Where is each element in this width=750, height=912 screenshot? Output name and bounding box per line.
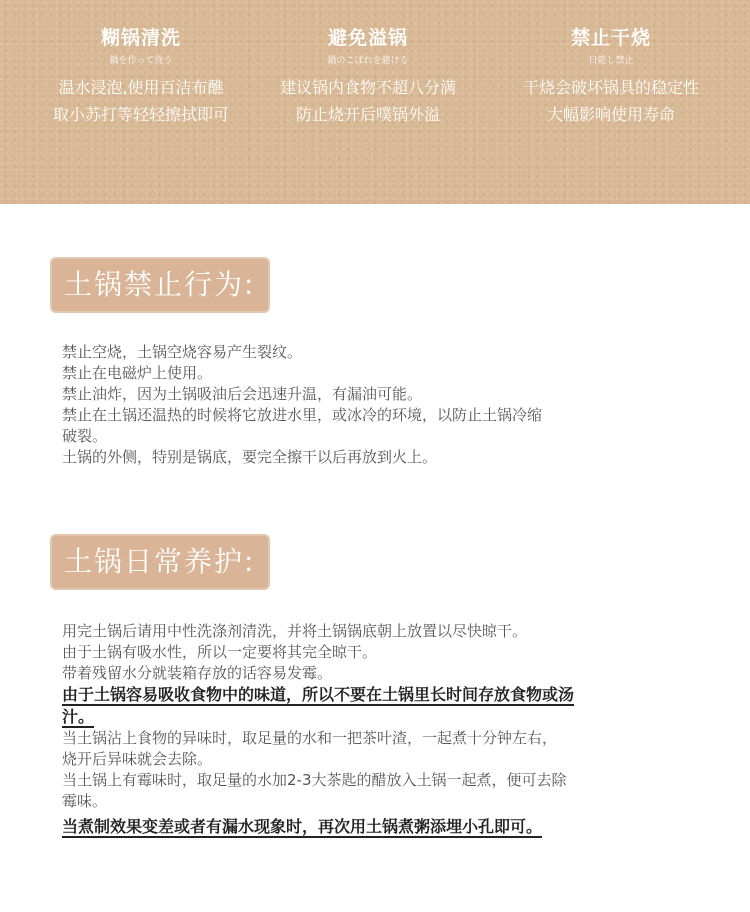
tip-title: 避免溢锅 bbox=[327, 27, 408, 49]
care-item: 烧开后异味就会去除。 bbox=[62, 750, 213, 768]
tip-subtitle: 鍋を作って洗う bbox=[109, 56, 173, 66]
tip-column-overflow bbox=[243, 26, 493, 128]
prohibited-item: 禁止在电磁炉上使用。 bbox=[62, 364, 213, 382]
care-item: 由于土锅有吸水性，所以一定要将其完全晾干。 bbox=[62, 643, 378, 661]
prohibited-item: 禁止油炸，因为土锅吸油后会迅速升温，有漏油可能。 bbox=[62, 385, 423, 403]
tip-subtitle: 鍋のこぼれを避ける bbox=[327, 56, 409, 66]
tip-description bbox=[243, 74, 493, 128]
care-item: 霉味。 bbox=[62, 792, 108, 810]
care-item: 用完土锅后请用中性洗涤剂清洗，并将土锅锅底朝上放置以尽快晾干。 bbox=[62, 622, 528, 640]
tip-line: 取小苏打等轻轻擦拭即可 bbox=[52, 105, 229, 124]
section-heading-prohibited: 土锅禁止行为: bbox=[50, 257, 270, 313]
tip-description bbox=[486, 74, 736, 128]
care-item: 当土锅上有霉味时，取足量的水加2-3大茶匙的醋放入土锅一起煮，便可去除 bbox=[62, 771, 567, 789]
care-emphasis: 汁。 bbox=[62, 707, 95, 726]
tip-line: 干烧会破坏锅具的稳定性 bbox=[522, 78, 699, 97]
care-item: 当土锅沾上食物的异味时，取足量的水和一把茶叶渣，一起煮十分钟左右， bbox=[62, 729, 558, 747]
tips-banner bbox=[0, 0, 750, 204]
prohibited-item: 土锅的外侧，特别是锅底，要完全擦干以后再放到火上。 bbox=[62, 448, 438, 466]
tip-line: 大幅影响使用寿命 bbox=[546, 105, 675, 124]
tip-title: 禁止干烧 bbox=[570, 27, 651, 49]
tip-line: 建议锅内食物不超八分满 bbox=[279, 78, 456, 97]
prohibited-item: 禁止在土锅还温热的时候将它放进水里，或冰冷的环境，以防止土锅冷缩 bbox=[62, 406, 543, 424]
care-emphasis: 当煮制效果变差或者有漏水现象时，再次用土锅煮粥添埋小孔即可。 bbox=[62, 817, 543, 836]
tip-column-clean bbox=[16, 26, 266, 128]
care-item: 带着残留水分就装箱存放的话容易发霉。 bbox=[62, 664, 333, 682]
tip-line: 防止烧开后噗锅外溢 bbox=[295, 105, 440, 124]
prohibited-list bbox=[62, 342, 712, 468]
tip-subtitle: 日乾し禁止 bbox=[588, 56, 634, 66]
prohibited-item: 破裂。 bbox=[62, 427, 108, 445]
tip-description bbox=[16, 74, 266, 128]
section-heading-care: 土锅日常养护: bbox=[50, 534, 270, 590]
prohibited-item: 禁止空烧，土锅空烧容易产生裂纹。 bbox=[62, 343, 303, 361]
tip-title: 糊锅清洗 bbox=[100, 27, 181, 49]
tip-column-dry-heat bbox=[486, 26, 736, 128]
tip-line: 温水浸泡,使用百洁布醮 bbox=[58, 78, 224, 97]
care-list bbox=[62, 621, 712, 838]
care-emphasis: 由于土锅容易吸收食物中的味道，所以不要在土锅里长时间存放食物或汤 bbox=[62, 685, 575, 704]
